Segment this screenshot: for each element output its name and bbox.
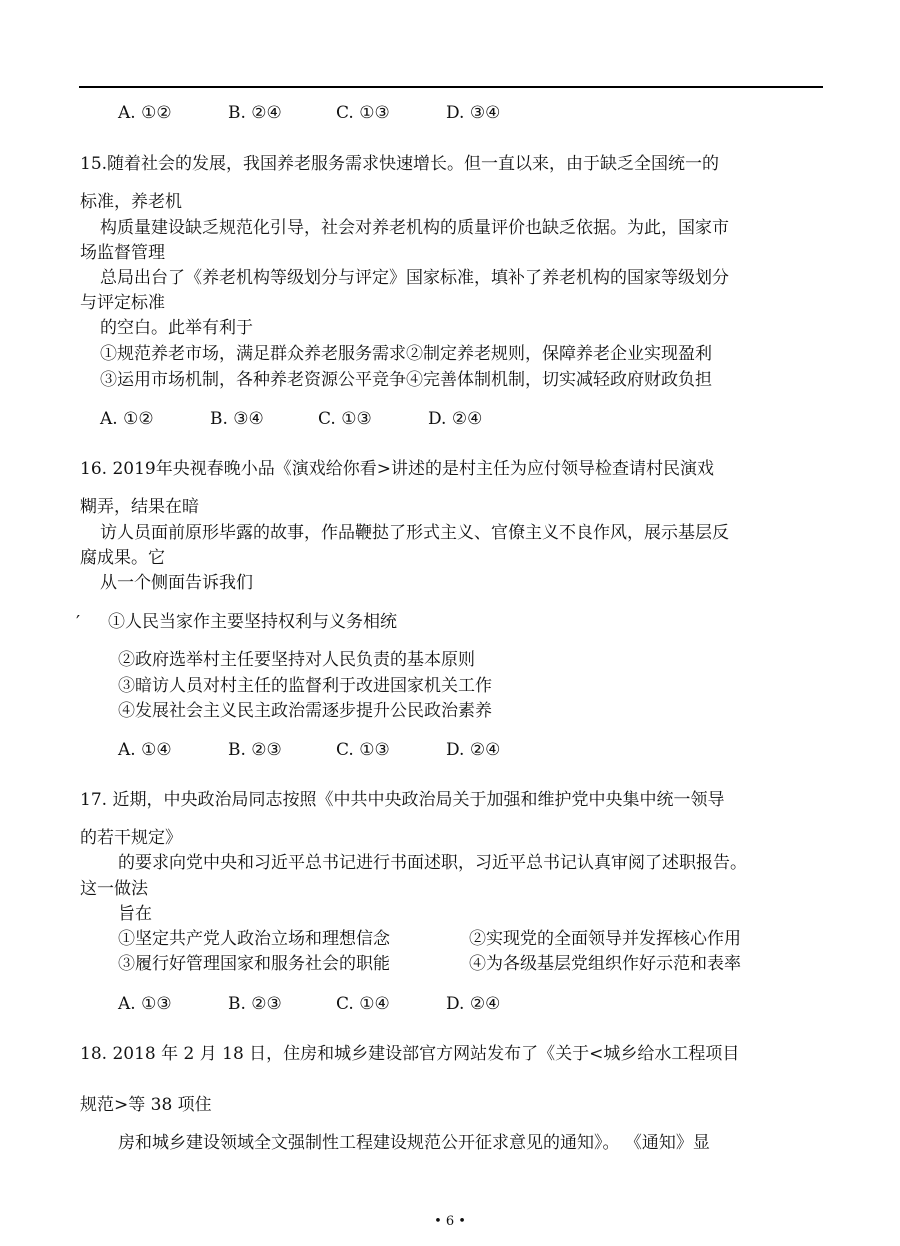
q17-item-2: ②实现党的全面领导并发挥核心作用 bbox=[469, 929, 741, 949]
q15-stem-line-4: 场监督管理 bbox=[80, 243, 165, 263]
q15-stem-line-5: 总局出台了《养老机构等级划分与评定》国家标准，填补了养老机构的国家等级划分 bbox=[100, 268, 729, 288]
q17-item-3: ③履行好管理国家和服务社会的职能 bbox=[118, 954, 390, 974]
option-a: A. ①② bbox=[118, 103, 172, 123]
q18-stem-line-3: 房和城乡建设领域全文强制性工程建设规范公开征求意见的通知》。 《通知》显 bbox=[118, 1133, 710, 1153]
option-d: D. ②④ bbox=[446, 740, 501, 760]
option-d: D. ②④ bbox=[428, 409, 483, 429]
q17-item-4: ④为各级基层党组织作好示范和表率 bbox=[469, 954, 741, 974]
option-b: B. ③④ bbox=[210, 409, 264, 429]
q15-stem-line-6: 与评定标准 bbox=[80, 293, 165, 313]
option-c: C. ①③ bbox=[318, 409, 372, 429]
q16-stem-line-5: 从一个侧面告诉我们 bbox=[100, 573, 253, 593]
q18-stem-line-2: 规范>等 38 项住 bbox=[80, 1095, 212, 1115]
q15-options bbox=[100, 411, 482, 428]
option-b: B. ②③ bbox=[228, 740, 282, 760]
q17-item-1: ①坚定共产党人政治立场和理想信念 bbox=[118, 929, 390, 949]
q17-stem-line-3: 的要求向党中央和习近平总书记进行书面述职，习近平总书记认真审阅了述职报告。 bbox=[118, 853, 747, 873]
option-d: D. ②④ bbox=[446, 994, 501, 1014]
option-a: A. ①④ bbox=[118, 740, 172, 760]
option-b: B. ②③ bbox=[228, 994, 282, 1014]
q15-stem-line-2: 标准，养老机 bbox=[80, 192, 182, 212]
q16-options bbox=[118, 742, 500, 759]
option-b: B. ②④ bbox=[228, 103, 282, 123]
option-c: C. ①④ bbox=[336, 994, 390, 1014]
option-c: C. ①③ bbox=[336, 740, 390, 760]
option-a: A. ①② bbox=[100, 409, 154, 429]
page-number: • 6 • bbox=[434, 1214, 466, 1229]
q15-stem-line-7: 的空白。此举有利于 bbox=[100, 318, 253, 338]
q15-item-row-1: ①规范养老市场，满足群众养老服务需求②制定养老规则，保障养老企业实现盈利 bbox=[100, 344, 712, 364]
q16-item-1: ①人民当家作主要坚持权利与义务相统 bbox=[108, 612, 397, 632]
q18-stem-line-1: 18. 2018 年 2 月 18 日，住房和城乡建设部官方网站发布了《关于<城乡给水工程项目 bbox=[80, 1044, 740, 1064]
option-a: A. ①③ bbox=[118, 994, 172, 1014]
q17-stem-line-1: 17. 近期，中央政治局同志按照《中共中央政治局关于加强和维护党中央集中统一领导 bbox=[80, 790, 725, 810]
margin-mark: ′ bbox=[76, 612, 81, 633]
q17-stem-line-4: 这一做法 bbox=[80, 879, 148, 899]
q17-stem-line-2: 的若干规定》 bbox=[80, 828, 182, 848]
header-rule bbox=[79, 86, 823, 88]
option-c: C. ①③ bbox=[336, 103, 390, 123]
q16-item-2: ②政府选举村主任要坚持对人民负责的基本原则 bbox=[118, 650, 475, 670]
q16-stem-line-1: 16. 2019年央视春晚小品《演戏给你看>讲述的是村主任为应付领导检查请村民演戏 bbox=[80, 459, 714, 479]
q16-stem-line-3: 访人员面前原形毕露的故事，作品鞭挞了形式主义、官僚主义不良作风，展示基层反 bbox=[100, 523, 729, 543]
q14-options bbox=[118, 105, 500, 122]
q16-stem-line-4: 腐成果。它 bbox=[80, 548, 165, 568]
option-d: D. ③④ bbox=[446, 103, 501, 123]
q15-stem-line-1: 15.随着社会的发展，我国养老服务需求快速增长。但一直以来，由于缺乏全国统一的 bbox=[80, 154, 720, 174]
q17-stem-line-5: 旨在 bbox=[118, 904, 152, 924]
q15-item-row-2: ③运用市场机制，各种养老资源公平竞争④完善体制机制，切实减轻政府财政负担 bbox=[100, 370, 712, 390]
q17-options bbox=[118, 996, 500, 1013]
q16-stem-line-2: 糊弄，结果在暗 bbox=[80, 497, 199, 517]
q15-stem-line-3: 构质量建设缺乏规范化引导，社会对养老机构的质量评价也缺乏依据。为此，国家市 bbox=[100, 218, 729, 238]
q16-item-4: ④发展社会主义民主政治需逐步提升公民政治素养 bbox=[118, 701, 492, 721]
q16-item-3: ③暗访人员对村主任的监督利于改进国家机关工作 bbox=[118, 676, 492, 696]
